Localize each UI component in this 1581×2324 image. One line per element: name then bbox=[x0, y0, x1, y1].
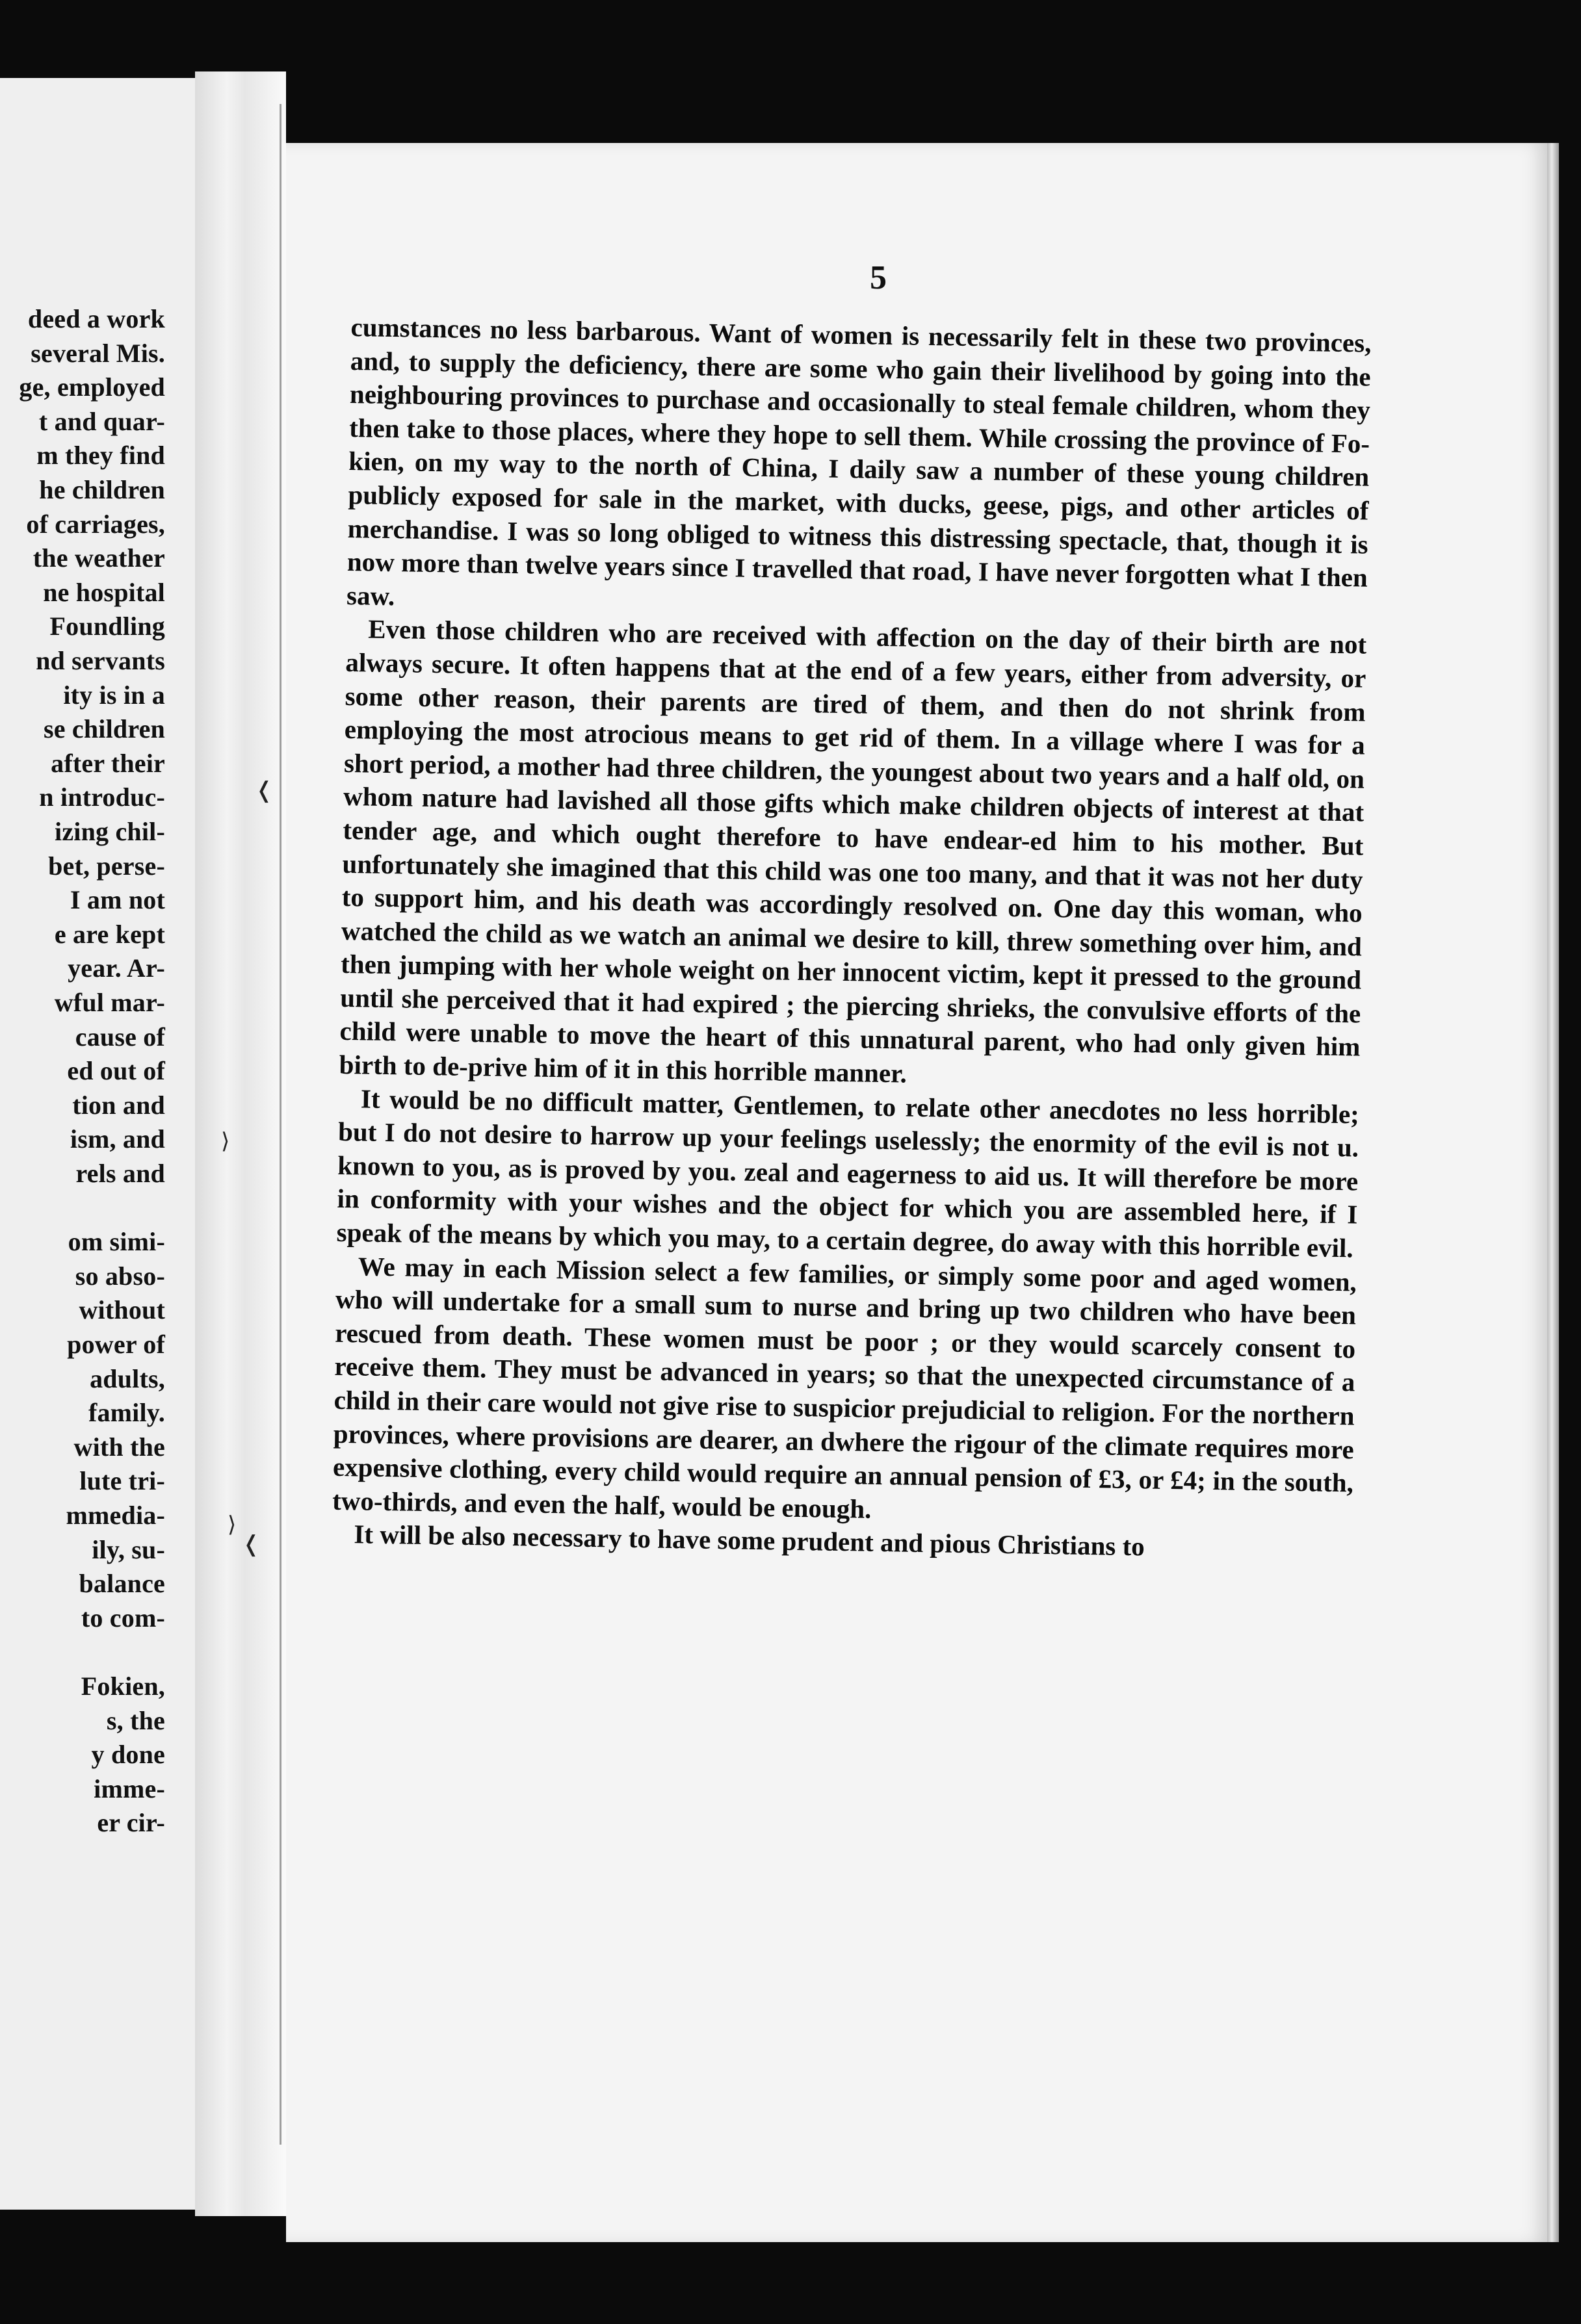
left-page-line: lute tri- bbox=[79, 1466, 165, 1496]
left-page-line: n introduc- bbox=[39, 782, 165, 812]
left-page-line: er cir- bbox=[97, 1808, 165, 1838]
left-page-line: the weather bbox=[33, 543, 165, 573]
page-edge bbox=[1547, 143, 1559, 2242]
left-page-line: rels and bbox=[75, 1159, 165, 1188]
left-page-line: so abso- bbox=[75, 1261, 165, 1291]
left-page-line: balance bbox=[79, 1569, 165, 1599]
gutter-fold-line bbox=[280, 104, 281, 2145]
paragraph: It would be no difficult matter, Gentlemen, to relate other anecdotes no less horrible; but I do not desire to harrow up your feelings uselessly; the enormity of the evil is not u. known to you, as is proved by you. zeal and eagerness to aid us. It will therefore be more in conformity with your wishes and the object for which you are assembled here, if I speak of the means by which you may, to a certain degree, do away with this horrible evil. bbox=[336, 1083, 1360, 1263]
left-page-line: e are kept bbox=[54, 919, 165, 949]
paragraph: Even those children who are received with affection on the day of their birth are not always secure. It often happens that at the end of a few years, either from adversity, or some other reason, their parents are tired of them, and then do not shrink from employing the most atrocious means to get rid of them. In a village where I was for a short period, a mother had three children, the youngest about two years and a half old, on whom nature had lavished all those gifts which make children objects of interest at that tender age, and which ought therefore to have endear-ed him to his mother. But unfortunately she imagined that this child was one too many, and that it was not her duty to support him, and his death was accordingly resolved on. One day this woman, who watched the child as we watch an animal we desire to kill, threw something over him, and then jumping with her whole weight on her innocent victim, kept it pressed to the ground until she perceived that it had expired ; the piercing shrieks, the convulsive efforts of the child were unable to move the heart of this unnatural parent, who had only given him birth to de-prive him of it in this horrible manner. bbox=[339, 613, 1367, 1089]
left-page-line: of carriages, bbox=[26, 509, 165, 539]
left-page-line: bet, perse- bbox=[48, 851, 165, 881]
book-gutter bbox=[195, 71, 286, 2216]
left-page-line: se children bbox=[43, 714, 165, 744]
left-page-line: imme- bbox=[94, 1774, 165, 1803]
left-page-line: t and quar- bbox=[38, 406, 165, 436]
left-page-line: I am not bbox=[70, 885, 165, 915]
paragraph: cumstances no less barbarous. Want of women is necessarily felt in these two provinces, and, to supply the deficiency, there are some who gain their livelihood by going into the neighbouring provinces to purchase and occasionally to steal female children, whom they then take to those places, where they hope to sell them. While crossing the province of Fo-kien, on my way to the north of China, I daily saw a number of these young children publicly exposed for sale in the market, with ducks, geese, pigs, and other articles of merchandise. I was so long obliged to witness this distressing spectacle, that, though it is now more than twelve years since I travelled that road, I have never forgotten what I then saw. bbox=[346, 311, 1372, 611]
left-page-line: to com- bbox=[81, 1603, 165, 1633]
left-page-line: tion and bbox=[72, 1090, 165, 1120]
binding-stitch-mark: ❬ bbox=[255, 779, 274, 803]
left-page-line: cause of bbox=[75, 1022, 165, 1052]
left-page-line: after their bbox=[51, 748, 165, 778]
left-page-line: ism, and bbox=[70, 1124, 165, 1154]
left-page-line: s, the bbox=[106, 1705, 165, 1735]
left-page-line: nd servants bbox=[36, 646, 165, 675]
paragraph: We may in each Mission select a few families, or simply some poor and aged women, who will undertake for a small sum to nurse and bring up two children who have been rescued from death. These women must be poor ; or they would scarcely consent to receive them. They must be advanced in years; so that the unexpected circumstance of a child in their care would not give rise to suspicior prejudicial to religion. For the northern provinces, where provisions are dearer, an dwhere the rigour of the climate requires more expensive clothing, every child would require an annual pension of £3, or £4; in the south, two-thirds, and even the half, would be enough. bbox=[332, 1250, 1357, 1524]
left-page-line: y done bbox=[91, 1740, 165, 1770]
left-page-line: ity is in a bbox=[63, 680, 165, 710]
left-page-line: Fokien, bbox=[81, 1672, 165, 1701]
paragraph: It will be also necessary to have some prudent and pious Christians to bbox=[354, 1519, 1145, 1562]
left-page-line: with the bbox=[73, 1432, 165, 1462]
left-page-line: family. bbox=[88, 1398, 165, 1428]
left-page-line: ge, employed bbox=[19, 372, 165, 402]
left-page-line: m they find bbox=[36, 441, 165, 471]
left-page-line: power of bbox=[67, 1330, 165, 1359]
left-page-line: ily, su- bbox=[92, 1534, 165, 1564]
left-page-line: wful mar- bbox=[54, 988, 165, 1017]
left-page-line: mmedia- bbox=[66, 1501, 165, 1530]
left-page-line: year. Ar- bbox=[68, 953, 165, 983]
left-page-line: ed out of bbox=[67, 1056, 165, 1086]
left-page-line: several Mis. bbox=[31, 338, 165, 368]
left-page-line: he children bbox=[39, 475, 165, 504]
left-page-line: ne hospital bbox=[43, 577, 165, 607]
left-page-fragment bbox=[0, 78, 195, 2210]
left-page-line: om simi- bbox=[68, 1227, 165, 1257]
binding-stitch-mark: ⟩ bbox=[228, 1513, 237, 1537]
body-text bbox=[332, 311, 1372, 1567]
left-page-line: without bbox=[79, 1295, 165, 1325]
left-page-line: deed a work bbox=[27, 304, 165, 333]
binding-stitch-mark: ⟩ bbox=[221, 1130, 230, 1154]
left-page-line: Foundling bbox=[49, 612, 165, 641]
left-page-line: adults, bbox=[90, 1363, 165, 1393]
page-number: 5 bbox=[870, 259, 887, 296]
left-page-line: izing chil- bbox=[55, 817, 165, 846]
binding-stitch-mark: ❬ bbox=[242, 1532, 261, 1556]
